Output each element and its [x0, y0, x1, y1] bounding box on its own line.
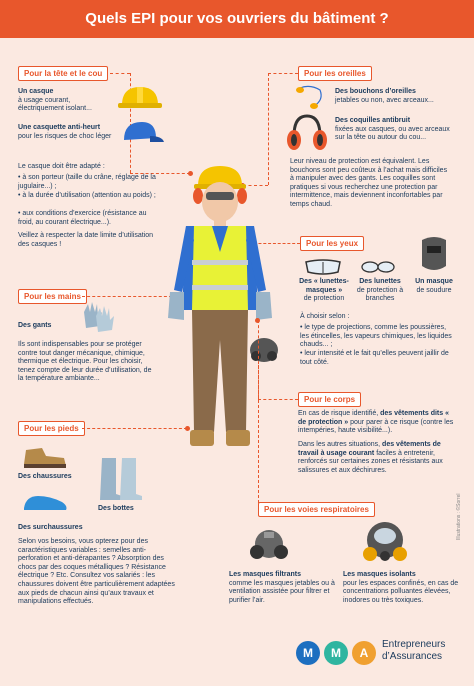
safety-glasses-icon	[360, 260, 396, 274]
bouchons-title: Des bouchons d’oreilles	[335, 88, 416, 95]
coquilles-text	[335, 117, 453, 143]
filtrants-text	[229, 571, 337, 605]
isolating-mask-icon	[362, 520, 408, 568]
bottes-title: Des bottes	[98, 505, 134, 512]
casquette-title: Une casquette anti-heurt	[18, 124, 101, 131]
corps-text-1-bold: des vêtements dits « de protection »	[298, 410, 449, 426]
glasses-title: Des lunettes	[359, 278, 401, 285]
yeux-item: • le type de projections, comme les poussières, les étincelles, les vapeurs chimiques, les liquides chauds... ;	[300, 324, 452, 349]
mains-text: Ils sont indispensables pour se protéger contre tout danger mécanique, chimique, thermique et électrique. Pour les choisir, tenez compte de leur durée d’utilisation, de la température ambiante...	[18, 341, 152, 383]
rubber-boots-icon	[98, 456, 144, 502]
casque-adapte-intro: Le casque doit être adapté :	[18, 163, 105, 170]
casque-adapte-item: • à son porteur (taille du crâne, réglage de la jugulaire...) ;	[18, 174, 156, 190]
goggles-desc: de protection	[303, 295, 345, 302]
corps-text-2-pre: Dans les autres situations,	[298, 441, 383, 448]
filtrants-desc: comme les masques jetables ou à ventilation assistée pour filtrer et purifier l’air.	[229, 579, 335, 604]
casque-text	[18, 88, 113, 114]
hard-hat-icon	[118, 83, 162, 111]
bouchons-desc: jetables ou non, avec arceaux...	[335, 96, 434, 104]
chaussures-title: Des chaussures	[18, 473, 72, 480]
safety-shoes-icon	[22, 444, 68, 470]
section-tag-voies: Pour les voies respiratoires	[258, 502, 375, 517]
logo-line-1: Entrepreneurs	[382, 639, 446, 650]
logo-letter: M	[303, 646, 313, 660]
connector-line	[268, 73, 298, 74]
casque-adapte-warning: Veillez à respecter la date limite d’utilisation des casques !	[18, 232, 154, 248]
casque-title: Un casque	[18, 88, 54, 95]
casque-desc: à usage courant, électriquement isolant...	[18, 96, 92, 113]
glasses-desc: de protection à branches	[356, 286, 404, 302]
earplugs-icon	[294, 82, 326, 110]
connector-dot	[185, 426, 190, 431]
overshoes-icon	[22, 490, 68, 514]
corps-text-1	[298, 410, 456, 436]
isolants-text	[343, 571, 459, 605]
bottes-label	[98, 505, 158, 514]
filtrants-title: Les masques filtrants	[229, 571, 301, 578]
chaussures-label	[18, 473, 78, 482]
casque-adapte-item: • aux conditions d’exercice (résistance au froid, au courant électrique...).	[18, 210, 147, 226]
welding-mask-title: Un masque	[415, 278, 453, 285]
glasses-label	[354, 278, 406, 304]
yeux-intro: À choisir selon :	[300, 313, 350, 320]
connector-line	[258, 365, 259, 503]
welding-mask-label	[410, 278, 458, 295]
surchaussures-title: Des surchaussures	[18, 524, 83, 531]
ear-muffs-icon	[286, 114, 328, 152]
gants-title	[18, 322, 78, 331]
surchaussures-label	[18, 524, 98, 533]
logo-letter: M	[331, 646, 341, 660]
coquilles-title: Des coquilles antibruit	[335, 117, 411, 124]
pieds-text: Selon vos besoins, vous opterez pour des caractéristiques variables : semelles anti-perforation et anti-dérapantes ? Absorption des chocs par des coques métalliques ? Résistance électrique ? Etc. Consultez vos salariés : les chaussures doivent être particulièrement adaptées aux pieds de chacun ainsi qu’aux travaux et manipulations effectués.	[18, 538, 175, 606]
logo-text	[382, 639, 445, 663]
logo-letter: A	[359, 646, 369, 660]
bouchons-text	[335, 88, 450, 105]
casquette-text	[18, 124, 113, 141]
section-tag-mains: Pour les mains	[18, 289, 87, 304]
yeux-item: • leur intensité et le fait qu’elles peuvent jaillir de tout côté.	[300, 350, 449, 366]
casque-adapte-item: • à la durée d’utilisation (attention au poids) ;	[18, 192, 156, 199]
bump-cap-icon	[120, 120, 164, 146]
connector-line	[258, 399, 298, 400]
mma-logo	[294, 634, 462, 674]
section-tag-pieds: Pour les pieds	[18, 421, 85, 436]
section-tag-oreilles: Pour les oreilles	[298, 66, 372, 81]
section-tag-yeux: Pour les yeux	[300, 236, 364, 251]
connector-line	[82, 428, 187, 429]
welding-mask-icon	[418, 234, 450, 274]
gloves-icon	[80, 298, 118, 336]
corps-text-2	[298, 441, 456, 475]
corps-text-2-post: faciles à entretenir, renforcés sur certaines zones et résistants aux salissures et aux déchirures.	[298, 449, 443, 474]
section-tag-tete: Pour la tête et le cou	[18, 66, 108, 81]
welding-mask-desc: de soudure	[416, 286, 452, 294]
connector-line	[82, 296, 172, 297]
corps-text-2-bold: des vêtements de travail à usage courant	[298, 441, 441, 457]
page-title: Quels EPI pour vos ouvriers du bâtiment ?	[0, 0, 474, 38]
worker-illustration	[160, 160, 280, 452]
connector-line	[110, 73, 130, 74]
connector-dot	[255, 318, 260, 323]
oreilles-text: Leur niveau de protection est équivalent. Les bouchons sont peu coûteux à l’achat mais difficiles à manipuler avec des gants. Les coquilles sont pratiques si vous recherchez une protection par intermittence, mais deviennent inconfortables par temps chaud.	[290, 158, 448, 208]
corps-text-1-post: pour parer à ce risque (contre les intempéries, haute visibilité...).	[298, 418, 454, 435]
coquilles-desc: fixées aux casques, ou avec arceaux sur la tête ou autour du cou...	[335, 125, 450, 142]
mma-logo-mark	[294, 638, 378, 668]
section-tag-corps: Pour le corps	[298, 392, 361, 407]
corps-text-1-pre: En cas de risque identifié,	[298, 410, 381, 417]
logo-line-2: d’Assurances	[382, 651, 443, 662]
isolants-title: Les masques isolants	[343, 571, 416, 578]
casquette-desc: pour les risques de choc léger	[18, 132, 112, 140]
illustration-credit: Illustrations : ©Sorrel	[456, 493, 462, 540]
filtering-mask-icon	[248, 524, 290, 566]
goggles-title: Des « lunettes-masques »	[299, 278, 349, 294]
gants-title-text: Des gants	[18, 322, 52, 329]
safety-goggles-icon	[304, 258, 342, 276]
isolants-desc: pour les espaces confinés, en cas de concentrations polluantes élevées, inodores ou très toxiques.	[343, 579, 459, 604]
goggles-label	[296, 278, 352, 304]
